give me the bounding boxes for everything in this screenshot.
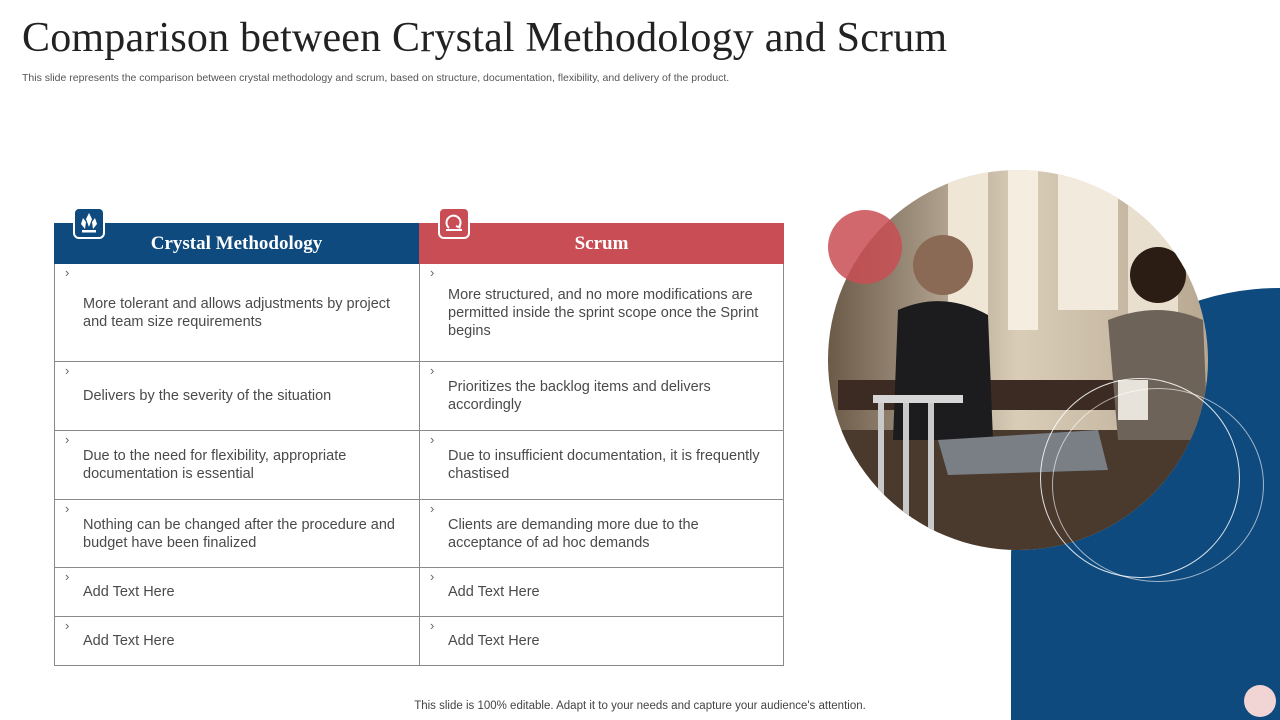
decor-ring bbox=[1052, 388, 1264, 582]
chevron-right-icon: › bbox=[430, 569, 435, 584]
chevron-right-icon: › bbox=[65, 501, 70, 516]
scrum-cell bbox=[419, 568, 783, 616]
comparison-table bbox=[54, 223, 784, 666]
scrum-cell-text: Due to insufficient documentation, it is frequently chastised bbox=[448, 448, 760, 482]
scrum-cell bbox=[419, 500, 783, 567]
scrum-cell-text: Clients are demanding more due to the acceptance of ad hoc demands bbox=[448, 516, 699, 551]
table-body bbox=[54, 264, 784, 666]
scrum-cell bbox=[419, 264, 783, 361]
crystal-cell bbox=[55, 500, 419, 567]
crystal-cell-text: Add Text Here bbox=[83, 584, 175, 600]
crystal-cell bbox=[55, 617, 419, 665]
footer-text: This slide is 100% editable. Adapt it to your needs and capture your audience's attention. bbox=[414, 700, 866, 712]
page-title: Comparison between Crystal Methodology and Scrum bbox=[22, 15, 948, 61]
scrum-header: Scrum bbox=[419, 223, 784, 264]
scrum-cell bbox=[419, 362, 783, 430]
crystal-cell bbox=[55, 362, 419, 430]
scrum-cell-text: Prioritizes the backlog items and delivers accordingly bbox=[448, 379, 711, 413]
crystal-cell-text: Add Text Here bbox=[83, 633, 175, 649]
table-header bbox=[54, 223, 784, 264]
crystal-cell-text: Nothing can be changed after the procedure and budget have been finalized bbox=[83, 516, 395, 551]
table-row bbox=[55, 264, 783, 362]
table-row bbox=[55, 568, 783, 617]
crystal-cell bbox=[55, 431, 419, 499]
decor-red-circle bbox=[828, 210, 902, 284]
crystal-cell bbox=[55, 264, 419, 361]
chevron-right-icon: › bbox=[65, 432, 70, 447]
scrum-cell bbox=[419, 617, 783, 665]
chevron-right-icon: › bbox=[430, 432, 435, 447]
crystal-cell-text: More tolerant and allows adjustments by project and team size requirements bbox=[83, 295, 391, 330]
crystal-icon bbox=[73, 207, 105, 239]
crystal-cell-text: Delivers by the severity of the situation bbox=[83, 388, 332, 404]
table-row bbox=[55, 431, 783, 500]
scrum-cell-text: More structured, and no more modifications are permitted inside the sprint scope once the Sprint begins bbox=[448, 286, 759, 339]
scrum-cycle-icon bbox=[438, 207, 470, 239]
chevron-right-icon: › bbox=[65, 363, 70, 378]
chevron-right-icon: › bbox=[65, 569, 70, 584]
chevron-right-icon: › bbox=[65, 265, 70, 280]
chevron-right-icon: › bbox=[430, 265, 435, 280]
chevron-right-icon: › bbox=[65, 618, 70, 633]
table-row bbox=[55, 500, 783, 568]
crystal-header: Crystal Methodology bbox=[54, 223, 419, 264]
chevron-right-icon: › bbox=[430, 501, 435, 516]
scrum-cell-text: Add Text Here bbox=[448, 584, 540, 600]
crystal-cell-text: Due to the need for flexibility, appropriate documentation is essential bbox=[83, 448, 347, 482]
table-row bbox=[55, 362, 783, 431]
scrum-cell bbox=[419, 431, 783, 499]
scrum-cell-text: Add Text Here bbox=[448, 633, 540, 649]
chevron-right-icon: › bbox=[430, 363, 435, 378]
page-subtitle: This slide represents the comparison between crystal methodology and scrum, based on structure, documentation, flexibility, and delivery of the product. bbox=[22, 72, 730, 84]
chevron-right-icon: › bbox=[430, 618, 435, 633]
table-row bbox=[55, 617, 783, 666]
footer-note bbox=[0, 700, 1280, 712]
crystal-cell bbox=[55, 568, 419, 616]
